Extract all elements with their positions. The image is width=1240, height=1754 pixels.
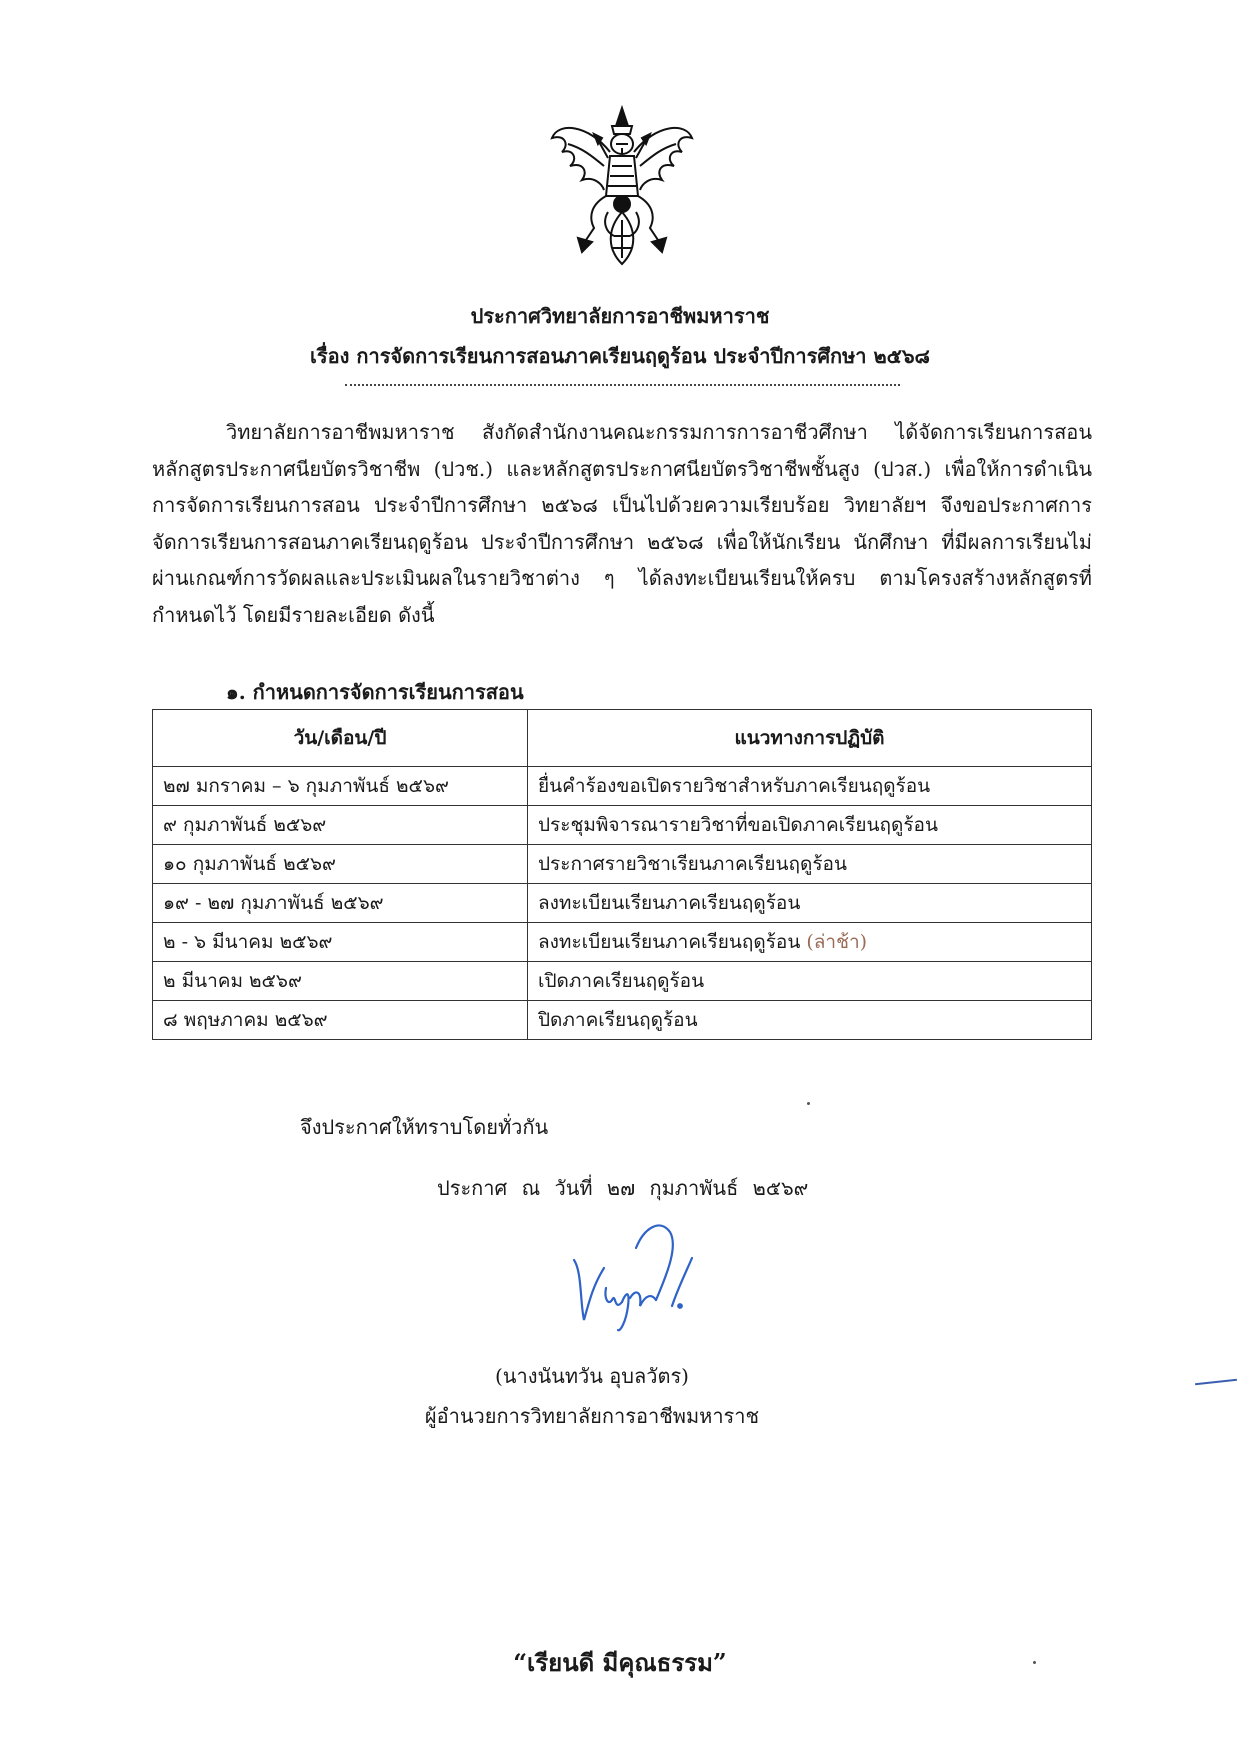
signatory-name: (นางนันทวัน อุบลวัตร) bbox=[495, 1364, 689, 1388]
table-row bbox=[153, 923, 1092, 962]
dotted-divider bbox=[345, 384, 900, 386]
scan-speck bbox=[807, 1102, 810, 1105]
header-date: วัน/เดือน/ปี bbox=[153, 710, 528, 767]
closing-announcement: จึงประกาศให้ทราบโดยทั่วกัน bbox=[300, 1115, 549, 1139]
late-note: (ล่าช้า) bbox=[806, 931, 868, 953]
scan-speck bbox=[1033, 1661, 1036, 1664]
row-date: ๙ กุมภาพันธ์ ๒๕๖๙ bbox=[153, 806, 528, 845]
signatory-position: ผู้อำนวยการวิทยาลัยการอาชีพมหาราช bbox=[424, 1404, 760, 1428]
row-action: ยื่นคำร้องขอเปิดรายวิชาสำหรับภาคเรียนฤดูร้อน bbox=[528, 767, 1092, 806]
garuda-emblem-icon bbox=[548, 104, 696, 268]
row-date: ๒๗ มกราคม – ๖ กุมภาพันธ์ ๒๕๖๙ bbox=[153, 767, 528, 806]
table-row bbox=[153, 767, 1092, 806]
table-row bbox=[153, 1001, 1092, 1040]
row-date: ๑๙ - ๒๗ กุมภาพันธ์ ๒๕๖๙ bbox=[153, 884, 528, 923]
row-action: ประชุมพิจารณารายวิชาที่ขอเปิดภาคเรียนฤดูร้อน bbox=[528, 806, 1092, 845]
row-date: ๘ พฤษภาคม ๒๕๖๙ bbox=[153, 1001, 528, 1040]
row-action-text: ลงทะเบียนเรียนภาคเรียนฤดูร้อน bbox=[538, 931, 801, 953]
body-paragraph: วิทยาลัยการอาชีพมหาราช สังกัดสำนักงานคณะกรรมการการอาชีวศึกษา ได้จัดการเรียนการสอน หลักสูตรประกาศนียบัตรวิชาชีพ (ปวช.) และหลักสูตรประกาศนียบัตรวิชาชีพชั้นสูง (ปวส.) เพื่อให้การดำเนินการจัดการเรียนการสอน ประจำปีการศึกษา ๒๕๖๘ เป็นไปด้วยความเรียบร้อย วิทยาลัยฯ จึงขอประกาศการจัดการเรียนการสอนภาคเรียนฤดูร้อน ประจำปีการศึกษา ๒๕๖๘ เพื่อให้นักเรียน นักศึกษา ที่มีผลการเรียนไม่ผ่านเกณฑ์การวัดผลและประเมินผลในรายวิชาต่าง ๆ ได้ลงทะเบียนเรียนให้ครบ ตามโครงสร้างหลักสูตรที่กำหนดไว้ โดยมีรายละเอียด ดังนี้ bbox=[152, 420, 1092, 627]
announcement-title: ประกาศวิทยาลัยการอาชีพมหาราช bbox=[470, 304, 770, 328]
table-row bbox=[153, 962, 1092, 1001]
row-date: ๒ - ๖ มีนาคม ๒๕๖๙ bbox=[153, 923, 528, 962]
signature-icon bbox=[560, 1202, 700, 1352]
table-row bbox=[153, 845, 1092, 884]
table-row bbox=[153, 806, 1092, 845]
stray-pen-mark bbox=[1195, 1379, 1237, 1385]
announcement-subject: เรื่อง การจัดการเรียนการสอนภาคเรียนฤดูร้อน ประจำปีการศึกษา ๒๕๖๘ bbox=[310, 344, 930, 368]
table-row bbox=[153, 884, 1092, 923]
header-action: แนวทางการปฏิบัติ bbox=[528, 710, 1092, 767]
row-action: ลงทะเบียนเรียนภาคเรียนฤดูร้อน bbox=[528, 884, 1092, 923]
row-action: เปิดภาคเรียนฤดูร้อน bbox=[528, 962, 1092, 1001]
row-action: ประกาศรายวิชาเรียนภาคเรียนฤดูร้อน bbox=[528, 845, 1092, 884]
schedule-table bbox=[152, 709, 1092, 1040]
row-date: ๑๐ กุมภาพันธ์ ๒๕๖๙ bbox=[153, 845, 528, 884]
row-action: ปิดภาคเรียนฤดูร้อน bbox=[528, 1001, 1092, 1040]
row-date: ๒ มีนาคม ๒๕๖๙ bbox=[153, 962, 528, 1001]
section-heading: ๑. กำหนดการจัดการเรียนการสอน bbox=[226, 680, 524, 704]
announcement-date: ประกาศ ณ วันที่ ๒๗ กุมภาพันธ์ ๒๕๖๙ bbox=[437, 1176, 809, 1200]
motto: “เรียนดี มีคุณธรรม” bbox=[513, 1648, 727, 1677]
table-header-row bbox=[153, 710, 1092, 767]
row-action bbox=[528, 923, 1092, 962]
